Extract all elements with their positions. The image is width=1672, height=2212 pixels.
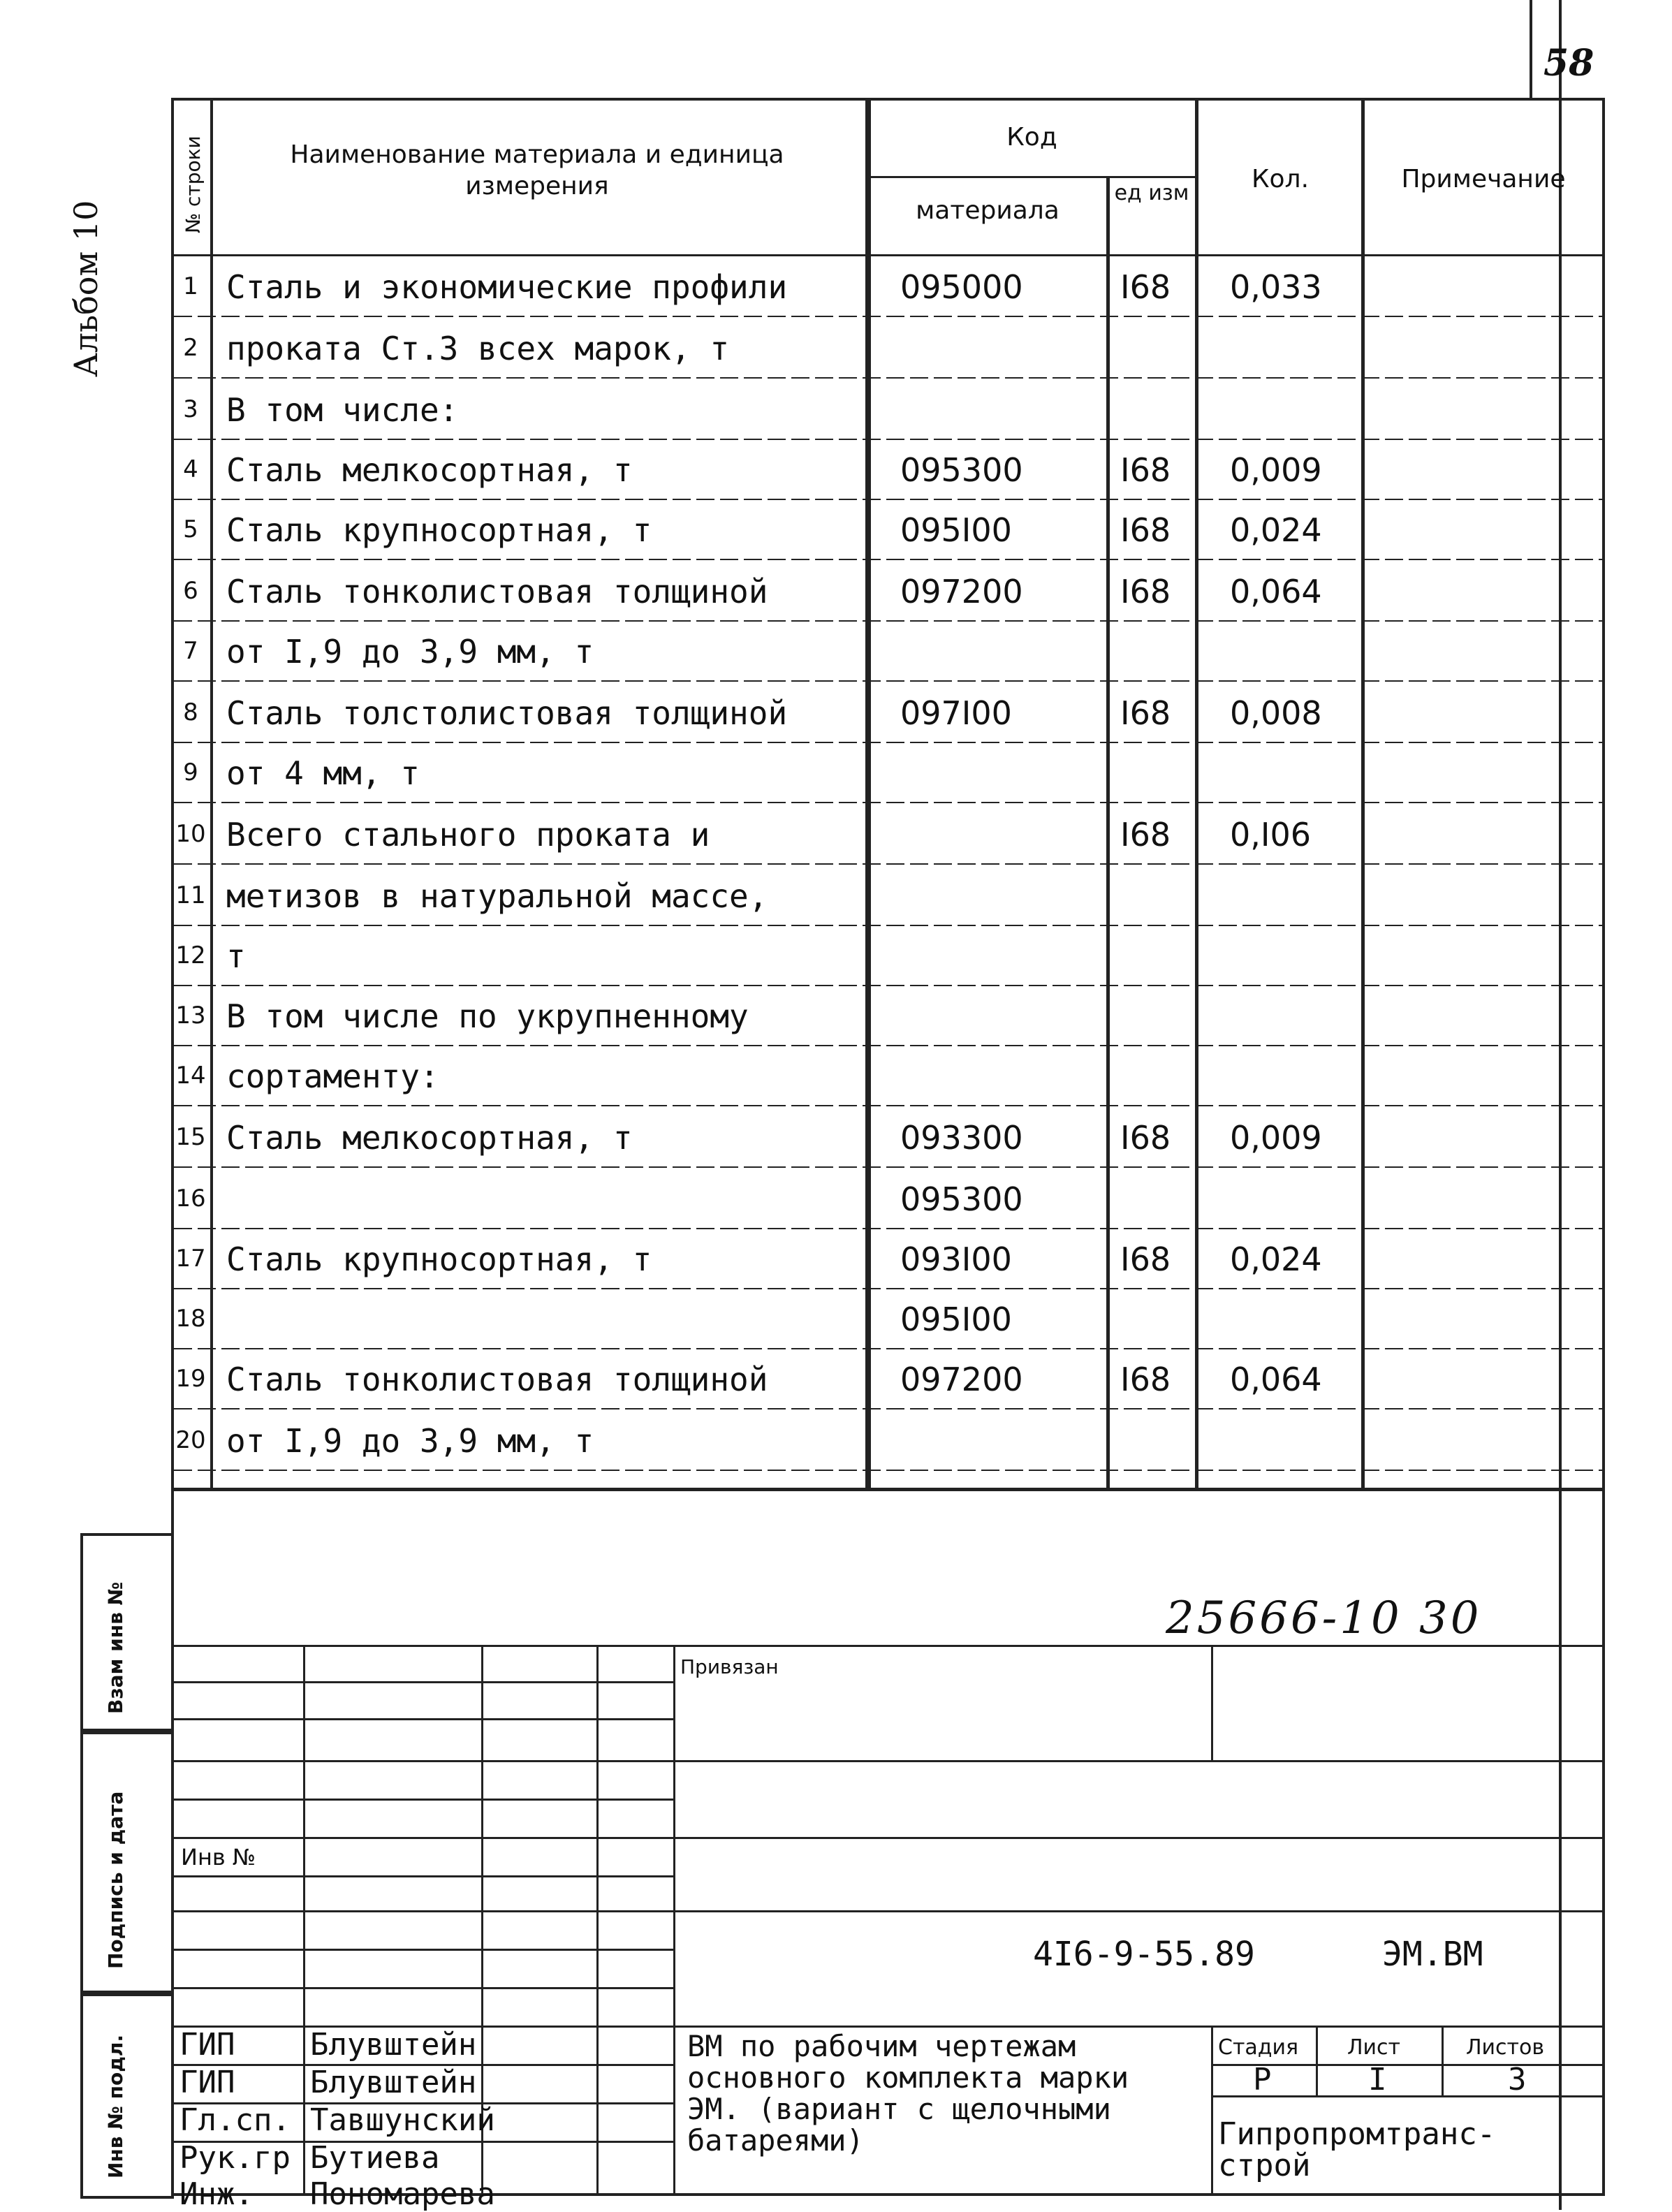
signer-role: Рук.гр	[179, 2140, 291, 2176]
stamp-line	[174, 1837, 1602, 1839]
material-name: метизов в натуральной массе,	[226, 877, 768, 915]
album-label	[63, 154, 105, 405]
material-code: 097200	[900, 573, 1023, 610]
row-number: 14	[175, 1062, 206, 1090]
org-line-1: Гипропромтранс-	[1218, 2116, 1496, 2152]
row-number: 1	[183, 272, 198, 300]
signer-name: Бутиева	[310, 2140, 440, 2176]
side-inv-podl	[80, 1991, 174, 2199]
table-row	[174, 925, 1602, 986]
privyazan-label: Привязан	[680, 1655, 779, 1678]
doc-code: 4I6-9-55.89	[1033, 1935, 1255, 1974]
inv-no-label: Инв №	[181, 1844, 256, 1870]
page-number-divider	[1530, 0, 1532, 98]
org-line-2: строй	[1218, 2148, 1311, 2183]
material-name: проката Ст.3 всех марок, т	[226, 330, 730, 367]
material-name: Сталь крупносортная, т	[226, 1240, 652, 1278]
unit-code: I68	[1120, 1119, 1171, 1157]
unit-code: I68	[1120, 511, 1171, 549]
row-number: 2	[183, 334, 198, 362]
sheet-label: Лист	[1347, 2035, 1401, 2060]
unit-code: I68	[1120, 268, 1171, 306]
table-row	[174, 1409, 1602, 1471]
table-row	[174, 1168, 1602, 1229]
title-block	[171, 1488, 1605, 2212]
row-number: 19	[175, 1365, 206, 1393]
doc-title-line-3: ЭМ. (вариант с щелочными	[687, 2092, 1111, 2126]
material-code: 095300	[900, 451, 1023, 489]
side-inv-podl-label: Инв № подл.	[104, 2034, 127, 2178]
signer-role: Гл.сп.	[179, 2102, 291, 2138]
table-row	[174, 379, 1602, 440]
table-row	[174, 1288, 1602, 1349]
table-row	[174, 560, 1602, 622]
material-name: от I,9 до 3,9 мм, т	[226, 633, 594, 671]
table-row	[174, 682, 1602, 743]
material-code: 097I00	[900, 694, 1012, 732]
unit-code: I68	[1120, 1240, 1171, 1278]
quantity: 0,008	[1230, 694, 1322, 732]
row-number: 7	[183, 637, 198, 665]
doc-title-line-2: основного комплекта марки	[687, 2060, 1129, 2095]
row-number: 5	[183, 515, 198, 543]
signer-name: Пономарева	[310, 2176, 495, 2212]
material-name: Сталь и экономические профили	[226, 268, 788, 306]
table-row	[174, 256, 1602, 317]
stamp-vline	[596, 1645, 599, 2193]
stamp-line	[174, 1645, 1602, 1647]
table-row	[174, 985, 1602, 1046]
side-vzam-label: Взам инв №	[104, 1581, 127, 1714]
material-name: Сталь тонколистовая толщиной	[226, 1361, 768, 1398]
side-podpis	[80, 1729, 174, 1996]
material-name: Всего стального проката и	[226, 816, 710, 854]
material-code: 095I00	[900, 1301, 1012, 1338]
side-podpis-label: Подпись и дата	[104, 1791, 127, 1969]
material-name: сортаменту:	[226, 1057, 439, 1095]
stamp-line	[174, 1760, 1602, 1762]
doc-title-line-1: ВМ по рабочим чертежам	[687, 2029, 1076, 2063]
header-code-unit: ед изм	[1114, 181, 1189, 205]
table-row	[174, 317, 1602, 379]
signer-name: Блувштейн	[310, 2027, 477, 2063]
material-name: В том числе по укрупненному	[226, 997, 749, 1035]
header-code-material: материала	[916, 196, 1059, 225]
material-name: Сталь толстолистовая толщиной	[226, 694, 788, 732]
unit-code: I68	[1120, 1361, 1171, 1398]
row-number: 6	[183, 577, 198, 605]
quantity: 0,I06	[1230, 816, 1311, 854]
quantity: 0,064	[1230, 1361, 1322, 1398]
table-row	[174, 1106, 1602, 1168]
material-code: 093I00	[900, 1240, 1012, 1278]
sheets-value: 3	[1508, 2062, 1527, 2097]
material-name: от I,9 до 3,9 мм, т	[226, 1422, 594, 1460]
album-text: Альбом 10	[67, 200, 105, 377]
code-subheader-line	[869, 176, 1195, 178]
page-number: 58	[1543, 42, 1594, 85]
quantity: 0,024	[1230, 1240, 1322, 1278]
row-number: 10	[175, 820, 206, 848]
signer-role: Инж.	[179, 2176, 254, 2212]
unit-code: I68	[1120, 694, 1171, 732]
row-number: 9	[183, 759, 198, 786]
signer-name: Тавшунский	[310, 2102, 495, 2138]
sheet-value: I	[1368, 2062, 1387, 2097]
stamp-vline	[1211, 2026, 1213, 2193]
quantity: 0,064	[1230, 573, 1322, 610]
header-code: Код	[1006, 123, 1057, 152]
side-vzam-inv	[80, 1533, 174, 1734]
stamp-vline	[673, 1645, 675, 2193]
material-name: от 4 мм, т	[226, 754, 420, 792]
unit-code: I68	[1120, 816, 1171, 854]
stamp-line	[174, 1910, 1602, 1912]
unit-code: I68	[1120, 451, 1171, 489]
sheets-label: Листов	[1466, 2035, 1545, 2060]
stage-value: Р	[1253, 2062, 1272, 2097]
row-number: 20	[175, 1426, 206, 1454]
material-code: 095000	[900, 268, 1023, 306]
signer-role: ГИП	[179, 2027, 235, 2063]
row-number: 13	[175, 1002, 206, 1030]
material-name: Сталь крупносортная, т	[226, 511, 652, 549]
row-number: 15	[175, 1123, 206, 1151]
material-code: 095300	[900, 1180, 1023, 1218]
header-row-no: № строки	[182, 135, 205, 233]
table-row	[174, 742, 1602, 803]
stamp-vline	[1211, 1645, 1213, 1760]
stamp-vline	[1316, 2026, 1318, 2095]
row-number: 18	[175, 1305, 206, 1333]
row-number: 16	[175, 1185, 206, 1213]
material-name: т	[226, 937, 246, 975]
table-row	[174, 499, 1602, 560]
material-code: 093300	[900, 1119, 1023, 1157]
table-row	[174, 803, 1602, 865]
row-number: 4	[183, 455, 198, 483]
header-name: Наименование материала и единица измерения	[290, 140, 784, 200]
doc-title-line-4: батареями)	[687, 2123, 864, 2158]
material-name: Сталь тонколистовая толщиной	[226, 573, 768, 610]
row-number: 11	[175, 881, 206, 909]
handwritten-number: 25666-10 30	[1166, 1592, 1482, 1644]
quantity: 0,009	[1230, 451, 1322, 489]
table-row	[174, 439, 1602, 500]
row-number: 17	[175, 1245, 206, 1273]
quantity: 0,033	[1230, 268, 1322, 306]
material-table	[171, 98, 1605, 1490]
quantity: 0,009	[1230, 1119, 1322, 1157]
stamp-vline	[303, 1645, 305, 2193]
header-qty: Кол.	[1251, 165, 1310, 193]
table-row	[174, 1045, 1602, 1106]
material-name: Сталь мелкосортная, т	[226, 1119, 633, 1157]
stage-label: Стадия	[1218, 2035, 1299, 2060]
stamp-vline	[1442, 2026, 1444, 2095]
header-note: Примечание	[1401, 165, 1566, 193]
material-code: 097200	[900, 1361, 1023, 1398]
signer-role: ГИП	[179, 2065, 235, 2100]
table-row	[174, 1348, 1602, 1409]
row-number: 8	[183, 698, 198, 726]
material-code: 095I00	[900, 511, 1012, 549]
material-name: В том числе:	[226, 391, 459, 429]
quantity: 0,024	[1230, 511, 1322, 549]
unit-code: I68	[1120, 573, 1171, 610]
table-row	[174, 1228, 1602, 1289]
row-number: 3	[183, 395, 198, 423]
signer-name: Блувштейн	[310, 2065, 477, 2100]
doc-mark: ЭМ.ВМ	[1382, 1935, 1483, 1974]
table-row	[174, 620, 1602, 682]
material-name: Сталь мелкосортная, т	[226, 451, 633, 489]
table-row	[174, 865, 1602, 926]
row-number: 12	[175, 942, 206, 969]
